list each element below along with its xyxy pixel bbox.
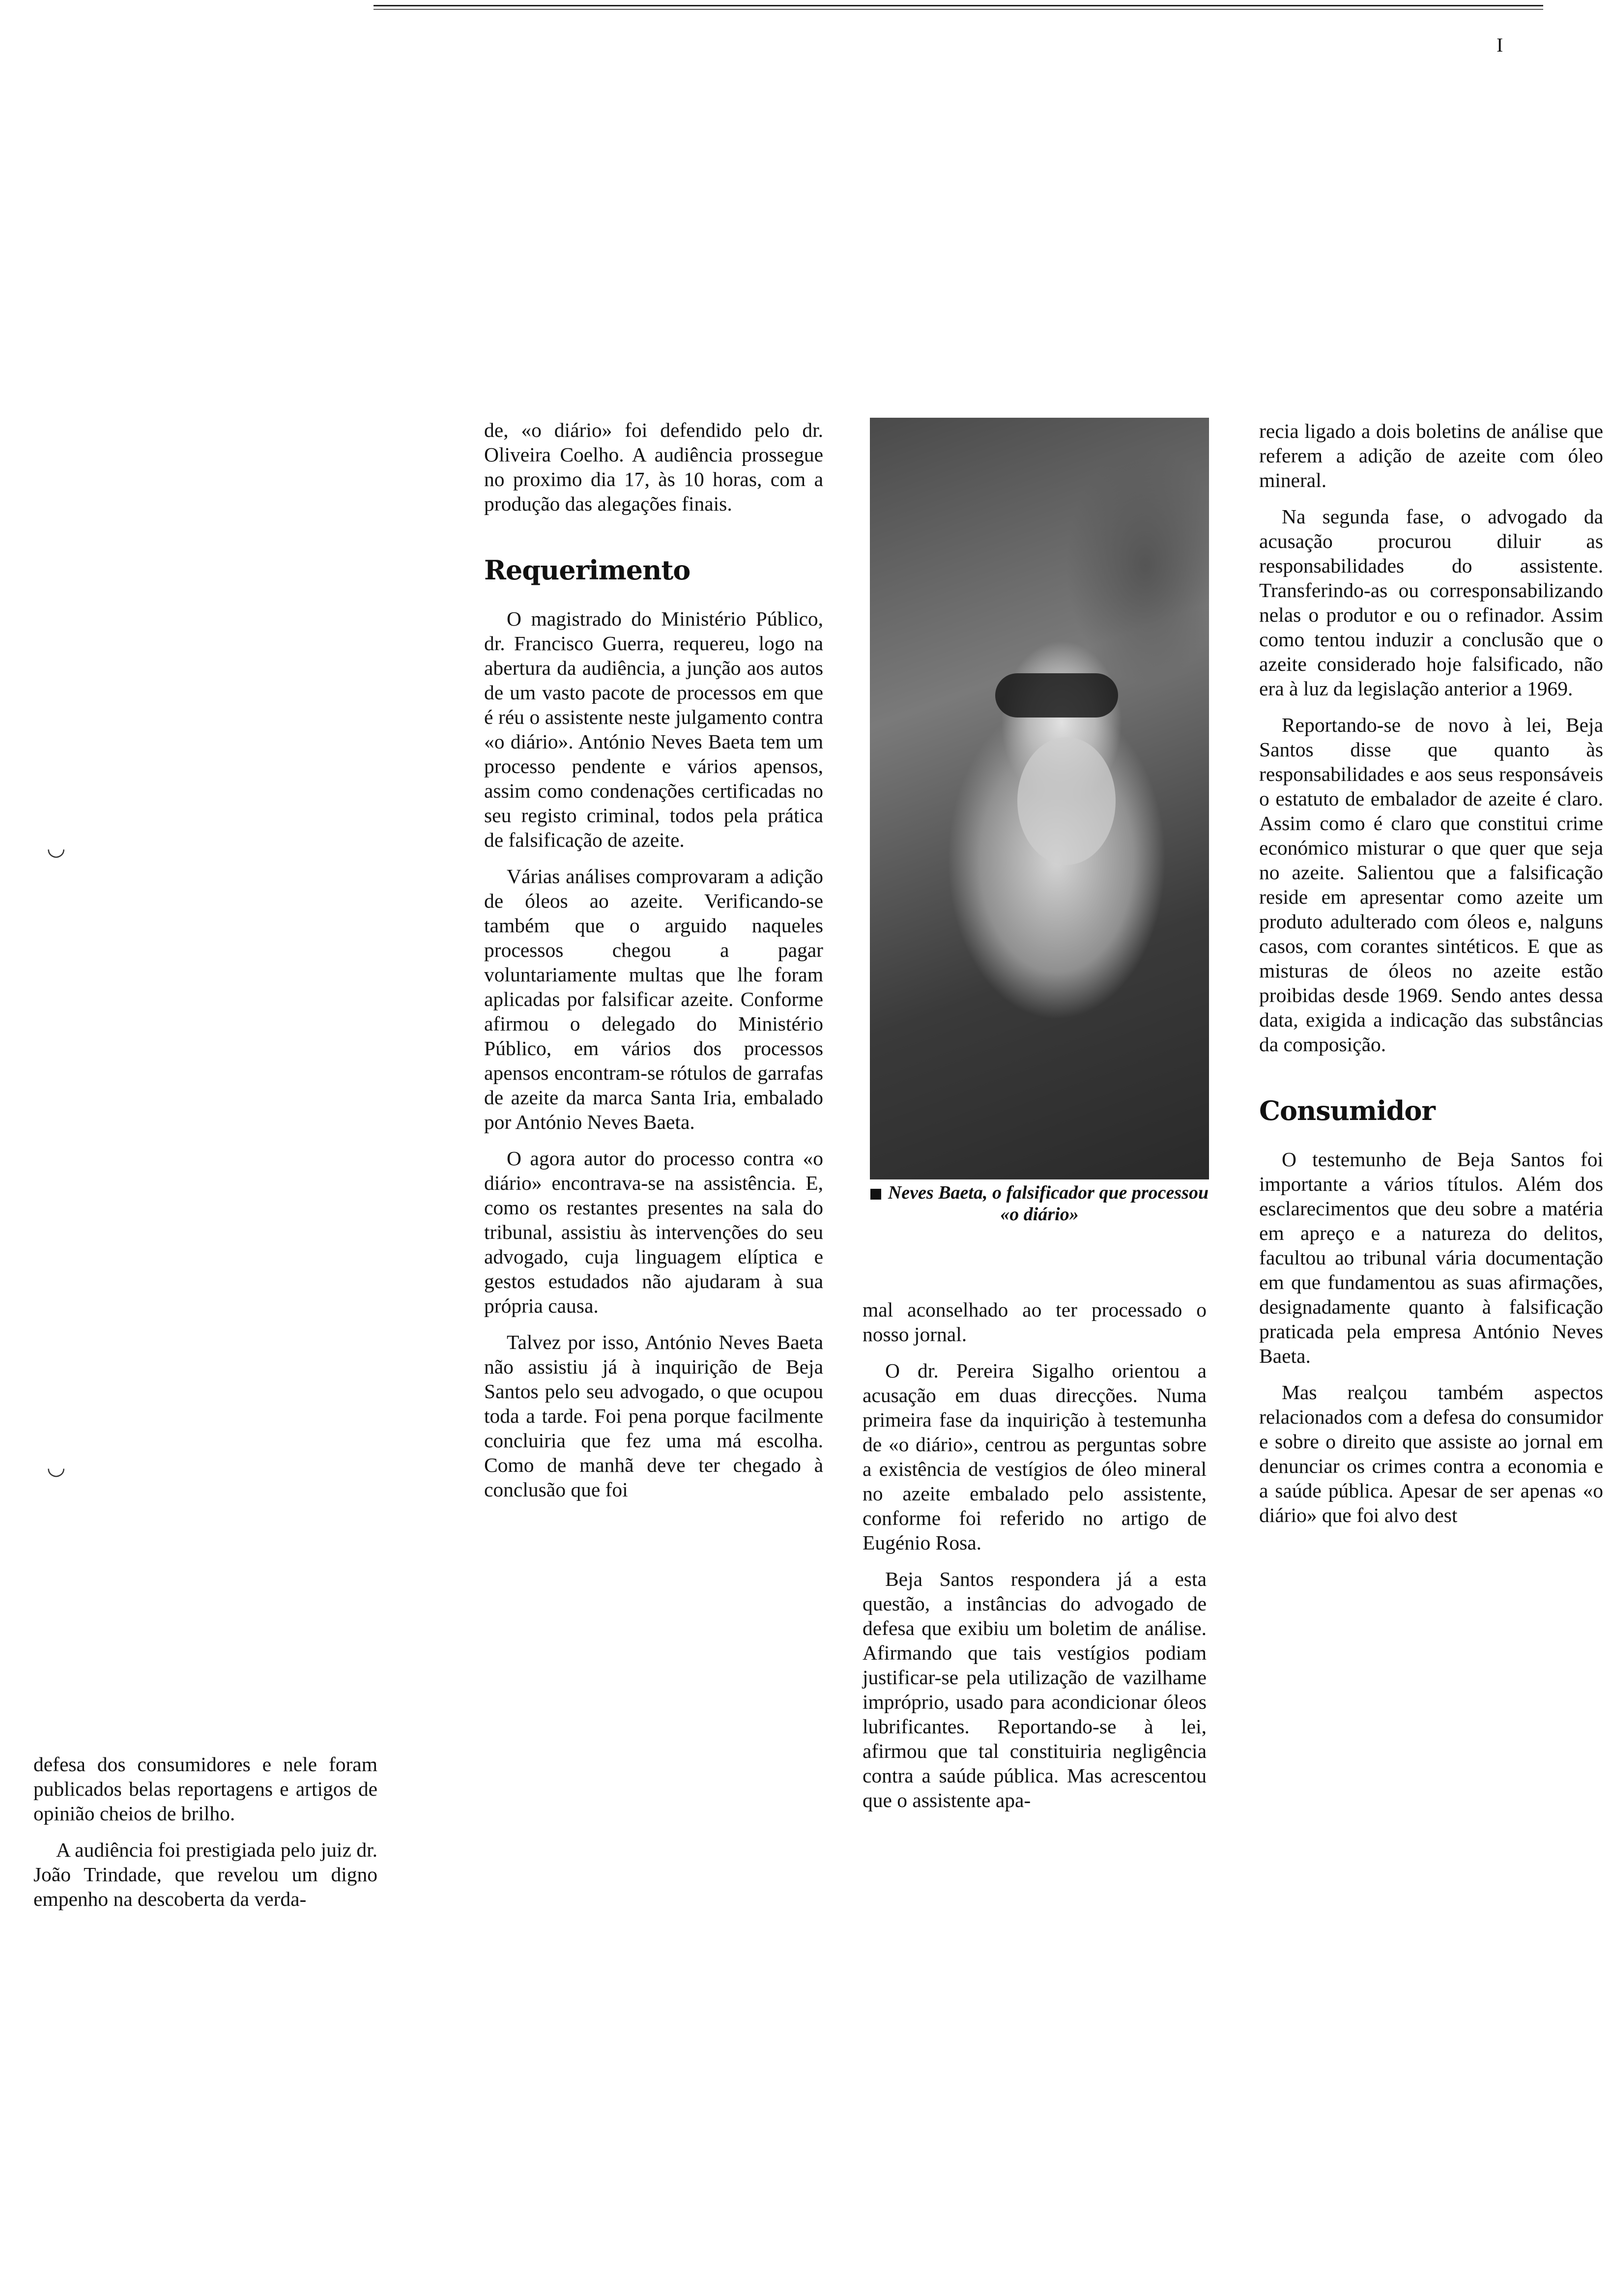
paragraph: O magistrado do Ministério Público, dr. Francisco Guerra, requereu, logo na abertura da audiência, a junção aos autos de um vasto pacote de processos em que é réu o assistente neste julgamento contra «o diário». António Neves Baeta tem um processo pendente e vários apensos, assim como condenações certificadas no seu registo criminal, todos pela prática de falsificação de azeite.	[484, 607, 823, 851]
page-tick-mark: I	[1497, 34, 1503, 56]
paragraph: A audiência foi prestigiada pelo juiz dr. João Trindade, que revelou um digno empenho na descoberta da verda-	[33, 1838, 377, 1910]
column-2	[484, 418, 823, 1514]
paragraph: O agora autor do processo contra «o diário» encontrava-se na assistência. E, como os restantes presentes na sala do tribunal, assistiu às intervenções do seu advogado, cuja linguagem elíptica e gestos estudados não ajudaram à sua própria causa.	[484, 1147, 823, 1317]
photo-face-shape	[1017, 737, 1116, 865]
scan-mark: ◡	[47, 1455, 66, 1479]
paragraph: recia ligado a dois boletins de análise que referem a adição de azeite com óleo mineral.	[1259, 420, 1603, 491]
caption-text: Neves Baeta, o falsificador que processou «o diário»	[888, 1182, 1209, 1225]
column-1	[33, 1752, 377, 1923]
paragraph: Várias análises comprovaram a adição de óleos ao azeite. Verificando-se também que o arguido naqueles processos chegou a pagar voluntariamente multas que lhe foram aplicadas por falsificar azeite. Conforme afirmou o delegado do Ministério Público, em vários dos processos apensos encontram-se rótulos de garrafas de azeite da marca Santa Iria, embalado por António Neves Baeta.	[484, 865, 823, 1133]
paragraph: Reportando-se de novo à lei, Beja Santos disse que quanto às responsabilidades e aos seus responsáveis o estatuto de embalador de azeite é claro. Assim como é claro que constitui crime económico misturar o que quer que seja no azeite. Salientou que a falsificação reside em apresentar como azeite um produto adulterado com óleos e, nalguns casos, com corantes sintéticos. E que as misturas de óleos no azeite estão proibidas desde 1969. Sendo antes dessa data, exigida a indicação das substâncias da composição.	[1259, 714, 1603, 1056]
top-rule-secondary	[374, 9, 1543, 10]
portrait-photo	[870, 418, 1209, 1179]
paragraph: defesa dos consumidores e nele foram publicados belas reportagens e artigos de opinião cheios de brilho.	[33, 1753, 377, 1825]
paragraph: Beja Santos respondera já a esta questão, a instâncias do advogado de defesa que exibiu um boletim de análise. Afirmando que tais vestígios podiam justificar-se pela utilização de vazilhame impróprio, usado para acondicionar óleos lubrificantes. Reportando-se à lei, afirmou que tal constituiria negligência contra a saúde pública. Mas acrescentou que o assistente apa-	[863, 1568, 1207, 1811]
section-heading-requerimento: Requerimento	[484, 554, 691, 586]
paragraph: mal aconselhado ao ter processado o nosso jornal.	[863, 1298, 1207, 1346]
section-heading-consumidor: Consumidor	[1259, 1095, 1435, 1126]
caption-bullet-icon	[870, 1189, 881, 1200]
paragraph: O testemunho de Beja Santos foi importante a vários títulos. Além dos esclarecimentos que deu sobre a matéria em apreço e a natureza do delitos, facultou ao tribunal vária documentação em que fundamentou as suas afirmações, designadamente quanto à falsificação praticada pela empresa António Neves Baeta.	[1259, 1148, 1603, 1367]
photo-glasses-shape	[995, 673, 1118, 718]
paragraph: O dr. Pereira Sigalho orientou a acusação em duas direcções. Numa primeira fase da inquirição à testemunha de «o diário», centrou as perguntas sobre a existência de vestígios de óleo mineral no azeite embalado pelo assistente, conforme foi referido no artigo de Eugénio Rosa.	[863, 1359, 1207, 1554]
top-rule	[374, 5, 1543, 6]
paragraph: de, «o diário» foi defendido pelo dr. Oliveira Coelho. A audiência prossegue no proximo dia 17, às 10 horas, com a produção das alegações finais.	[484, 419, 823, 515]
column-4	[1259, 419, 1603, 1539]
paragraph: Talvez por isso, António Neves Baeta não assistiu já à inquirição de Beja Santos pelo seu advogado, o que ocupou toda a tarde. Foi pena porque facilmente concluiria que fez uma má escolha. Como de manhã deve ter chegado à conclusão que foi	[484, 1331, 823, 1501]
scan-mark: ◡	[47, 836, 66, 860]
paragraph: Mas realçou também aspectos relacionados com a defesa do consumidor e sobre o direito que assiste ao jornal em denunciar os crimes contra a economia e a saúde pública. Apesar de ser apenas «o diário» que foi alvo dest	[1259, 1381, 1603, 1526]
paragraph: Na segunda fase, o advogado da acusação procurou diluir as responsabilidades do assistente. Transferindo-as ou corresponsabilizando nelas o produtor e ou o refinador. Assim como tentou induzir a conclusão que o azeite considerado hoje falsificado, não era à luz da legislação anterior a 1969.	[1259, 505, 1603, 700]
column-3	[863, 1297, 1207, 1824]
photo-caption	[870, 1182, 1209, 1225]
